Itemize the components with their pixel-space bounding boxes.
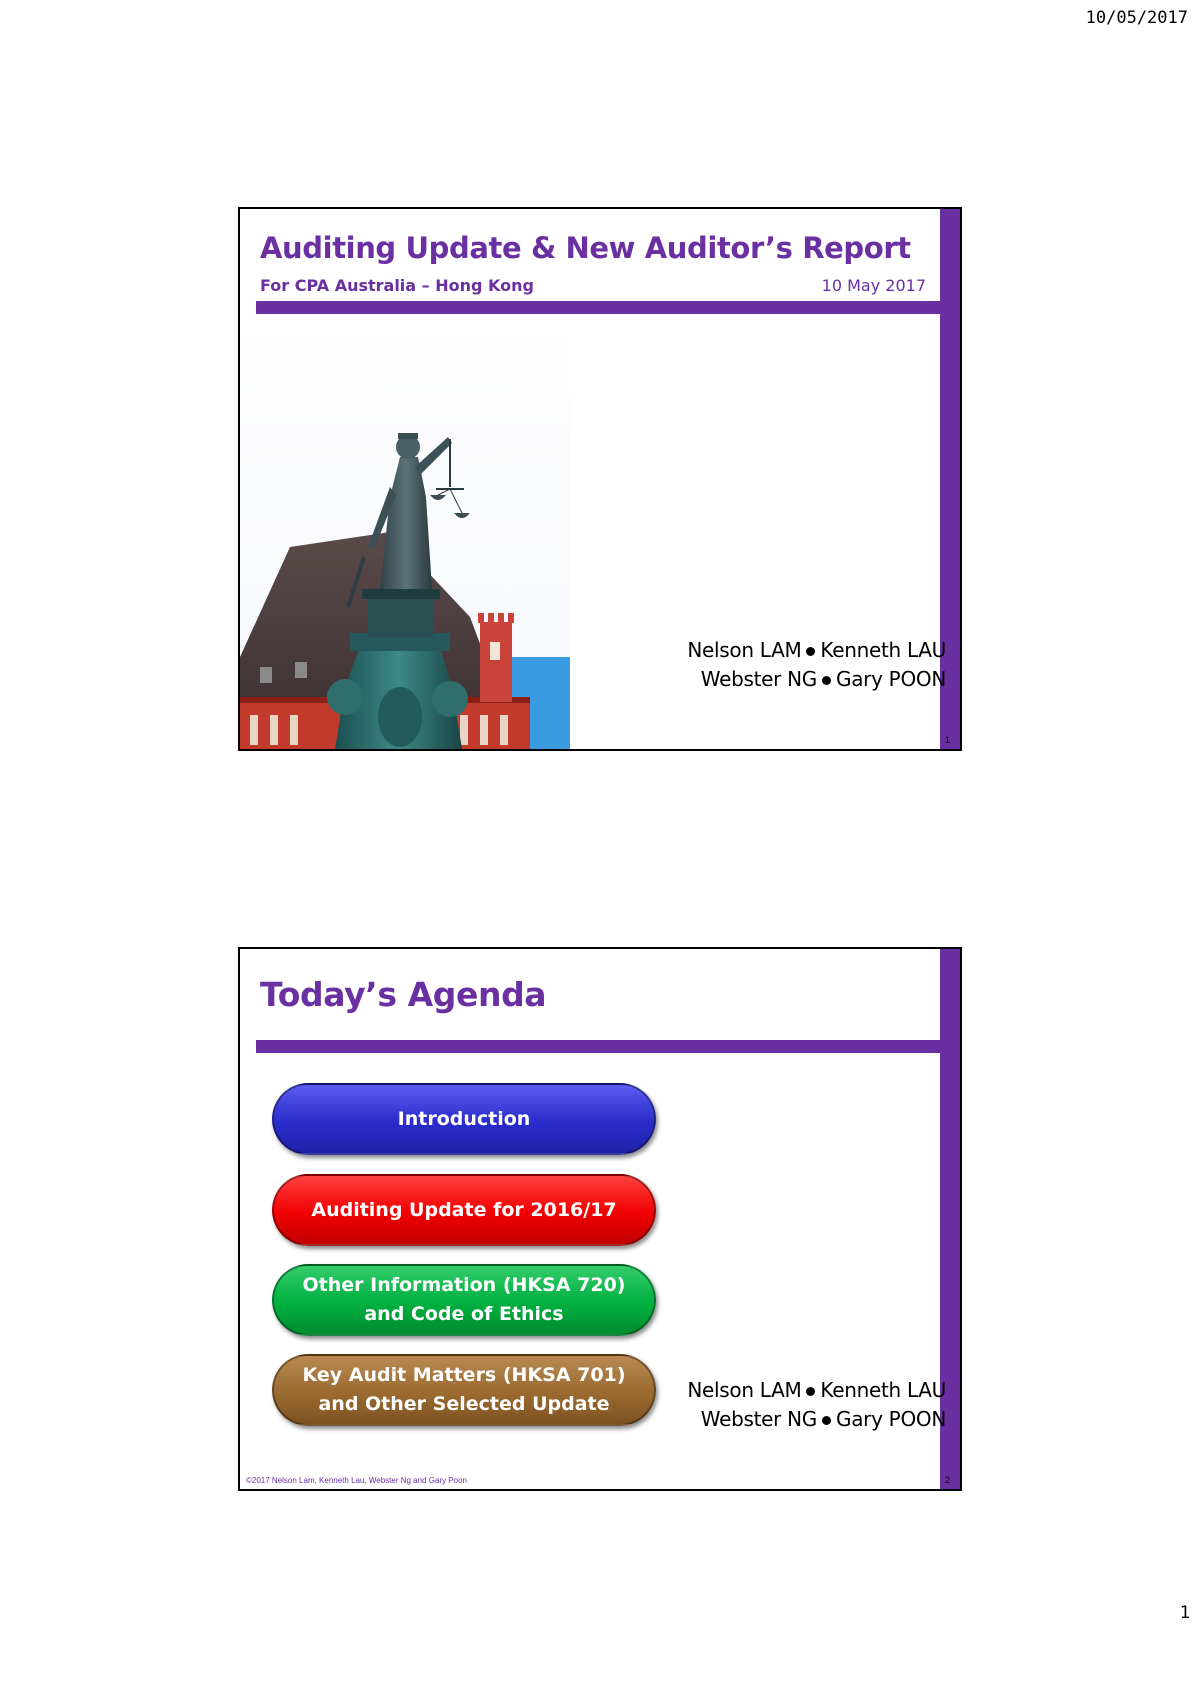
- author-kenneth-lau: Kenneth LAU: [820, 1378, 946, 1402]
- agenda-label: Auditing Update for 2016/17: [311, 1198, 617, 1221]
- separator-dot: [822, 1416, 831, 1425]
- agenda-label: Other Information (HKSA 720) and Code of Ethics: [302, 1274, 626, 1325]
- slide-title: Auditing Update & New Auditor’s Report: [260, 231, 911, 265]
- agenda-item-auditing-update[interactable]: [272, 1174, 656, 1246]
- author-webster-ng: Webster NG: [700, 1407, 818, 1431]
- slide-date: 10 May 2017: [821, 276, 926, 295]
- agenda-label: Key Audit Matters (HKSA 701) and Other Selected Update: [302, 1364, 626, 1415]
- slide-number: 2: [944, 1475, 950, 1485]
- page-number: 1: [1179, 1603, 1190, 1623]
- separator-dot: [806, 1387, 815, 1396]
- print-date: 10/05/2017: [1085, 8, 1188, 28]
- authors: [687, 636, 946, 694]
- separator-dot: [806, 647, 815, 656]
- title-underline-bar: [256, 1040, 940, 1053]
- separator-dot: [822, 676, 831, 685]
- agenda-item-other-information[interactable]: [272, 1264, 656, 1336]
- slide-1: [238, 207, 962, 751]
- slide-subtitle: For CPA Australia – Hong Kong: [260, 276, 534, 295]
- author-nelson-lam: Nelson LAM: [687, 638, 802, 662]
- title-underline-bar: [256, 301, 940, 314]
- slide-title: Today’s Agenda: [260, 975, 547, 1014]
- justitia-statue-photo: [240, 317, 570, 749]
- author-gary-poon: Gary POON: [836, 667, 946, 691]
- agenda-item-key-audit-matters[interactable]: [272, 1354, 656, 1426]
- author-nelson-lam: Nelson LAM: [687, 1378, 802, 1402]
- agenda-label: Introduction: [397, 1107, 531, 1130]
- slide-2: [238, 947, 962, 1491]
- author-webster-ng: Webster NG: [700, 667, 818, 691]
- copyright-footer: ©2017 Nelson Lam, Kenneth Lau, Webster Ng and Gary Poon: [246, 1476, 467, 1485]
- agenda-item-introduction[interactable]: [272, 1083, 656, 1155]
- author-kenneth-lau: Kenneth LAU: [820, 638, 946, 662]
- slide-number: 1: [944, 735, 950, 745]
- authors: [687, 1376, 946, 1434]
- author-gary-poon: Gary POON: [836, 1407, 946, 1431]
